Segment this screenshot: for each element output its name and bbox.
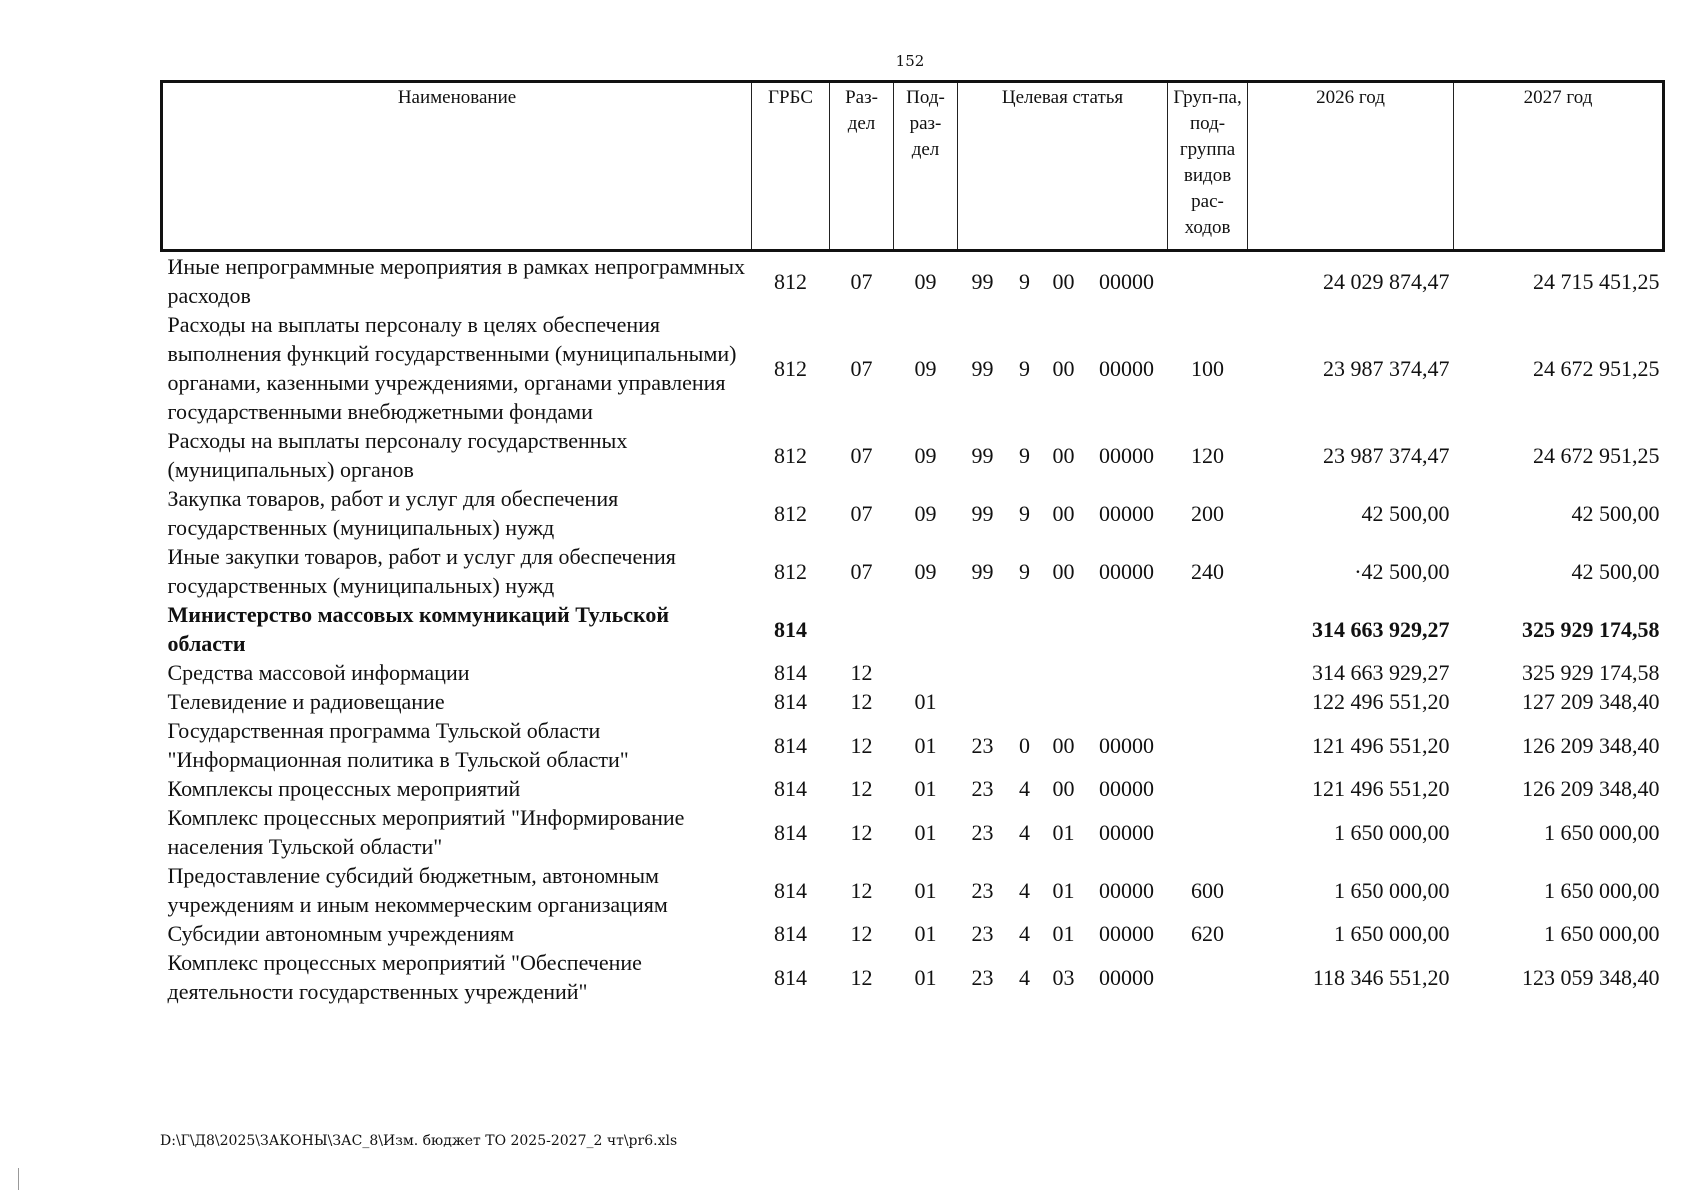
cell-target-3: 00 [1052, 732, 1075, 758]
cell-amount-2027: 42 500,00 [1571, 500, 1660, 526]
cell-razdel: 07 [850, 558, 873, 584]
cell-target-3: 01 [1052, 819, 1075, 845]
cell-amount-2026: 121 496 551,20 [1312, 732, 1450, 758]
cell-name: Министерство массовых коммуникаций Тульской области [167, 602, 670, 656]
cell-podrazdel [894, 600, 958, 658]
cell-amount-2026: 23 987 374,47 [1323, 442, 1450, 468]
cell-razdel: 12 [850, 964, 873, 990]
cell-podrazdel: 01 [914, 877, 937, 903]
cell-podrazdel: 01 [914, 689, 937, 714]
file-path-footer: D:\Г\Д8\2025\ЗАКОНЫ\ЗАС_8\Изм. бюджет ТО 2025-2027_2 чт\pr6.xls [160, 1133, 678, 1149]
table-row [162, 310, 1664, 426]
cell-expense-group [1168, 716, 1248, 774]
cell-grbs: 814 [774, 877, 807, 903]
cell-grbs: 812 [774, 442, 807, 468]
header-year-2027: 2027 год [1454, 82, 1664, 251]
cell-amount-2026: 23 987 374,47 [1323, 355, 1450, 381]
cell-podrazdel: 01 [914, 921, 937, 946]
cell-expense-group: 600 [1191, 877, 1225, 903]
cell-expense-group [1168, 600, 1248, 658]
cell-razdel: 12 [850, 776, 873, 801]
cell-target-1 [958, 600, 1008, 658]
cell-target-1: 99 [971, 268, 994, 294]
cell-target-2 [1008, 687, 1042, 716]
cell-razdel [830, 600, 894, 658]
cell-name: Комплекс процессных мероприятий "Информирование населения Тульской области" [167, 805, 685, 859]
cell-target-1: 99 [971, 558, 994, 584]
cell-target-3: 00 [1052, 500, 1075, 526]
table-row [162, 658, 1664, 687]
header-target-article: Целевая статья [958, 82, 1168, 251]
cell-amount-2026: 42 500,00 [1361, 500, 1450, 526]
table-row [162, 687, 1664, 716]
cell-name: Комплекс процессных мероприятий "Обеспечение деятельности государственных учреждений" [167, 950, 642, 1004]
cell-target-4: 00000 [1099, 355, 1155, 381]
cell-name: Телевидение и радиовещание [167, 689, 445, 714]
cell-expense-group [1168, 774, 1248, 803]
cell-podrazdel: 09 [914, 355, 937, 381]
cell-expense-group [1168, 251, 1248, 311]
cell-razdel: 12 [850, 660, 873, 685]
cell-name: Комплексы процессных мероприятий [167, 776, 521, 801]
cell-target-2: 9 [1019, 558, 1030, 584]
cell-expense-group [1168, 803, 1248, 861]
cell-target-1: 23 [971, 964, 994, 990]
cell-target-1: 23 [971, 776, 994, 801]
cell-amount-2027: 24 672 951,25 [1533, 442, 1660, 468]
cell-grbs: 812 [774, 268, 807, 294]
table-row [162, 803, 1664, 861]
cell-target-4: 00000 [1099, 268, 1155, 294]
table-row [162, 484, 1664, 542]
cell-podrazdel: 09 [914, 500, 937, 526]
cell-amount-2027: 325 929 174,58 [1522, 660, 1660, 685]
cell-target-1: 23 [971, 921, 994, 946]
cell-amount-2027: 123 059 348,40 [1522, 964, 1660, 990]
cell-podrazdel: 09 [914, 442, 937, 468]
cell-amount-2027: 1 650 000,00 [1544, 921, 1660, 946]
cell-target-2: 0 [1019, 732, 1030, 758]
cell-target-4 [1086, 658, 1168, 687]
table-row [162, 251, 1664, 311]
budget-table [160, 80, 1665, 1006]
table-row [162, 600, 1664, 658]
cell-target-2 [1008, 600, 1042, 658]
cell-amount-2026: 24 029 874,47 [1323, 268, 1450, 294]
header-name: Наименование [162, 82, 752, 251]
cell-podrazdel: 01 [914, 819, 937, 845]
scan-edge-mark [18, 1168, 19, 1190]
cell-target-3: 01 [1052, 877, 1075, 903]
cell-podrazdel: 01 [914, 964, 937, 990]
cell-amount-2027: 24 715 451,25 [1533, 268, 1660, 294]
cell-razdel: 07 [850, 355, 873, 381]
cell-expense-group: 120 [1191, 442, 1225, 468]
cell-name: Средства массовой информации [167, 660, 470, 685]
cell-razdel: 12 [850, 877, 873, 903]
cell-target-2: 9 [1019, 500, 1030, 526]
cell-podrazdel: 09 [914, 558, 937, 584]
cell-name: Расходы на выплаты персоналу государственных (муниципальных) органов [167, 428, 628, 482]
cell-target-3: 01 [1052, 921, 1075, 946]
cell-amount-2027: 126 209 348,40 [1522, 732, 1660, 758]
cell-target-4: 00000 [1099, 558, 1155, 584]
cell-amount-2027: 127 209 348,40 [1522, 689, 1660, 714]
cell-grbs: 814 [774, 660, 807, 685]
cell-target-4: 00000 [1099, 500, 1155, 526]
cell-expense-group: 620 [1191, 921, 1225, 946]
cell-grbs: 814 [774, 776, 807, 801]
table-row [162, 948, 1664, 1006]
cell-target-2: 9 [1019, 355, 1030, 381]
cell-expense-group [1168, 948, 1248, 1006]
cell-target-1 [958, 687, 1008, 716]
cell-grbs: 812 [774, 355, 807, 381]
cell-razdel: 12 [850, 732, 873, 758]
cell-amount-2027: 1 650 000,00 [1544, 877, 1660, 903]
cell-expense-group: 100 [1191, 355, 1225, 381]
cell-grbs: 814 [774, 964, 807, 990]
cell-target-1: 23 [971, 732, 994, 758]
cell-target-2: 9 [1019, 268, 1030, 294]
cell-amount-2026: 314 663 929,27 [1312, 616, 1450, 642]
cell-expense-group: 200 [1191, 500, 1225, 526]
cell-target-3: 00 [1052, 776, 1075, 801]
cell-target-4: 00000 [1099, 732, 1155, 758]
cell-razdel: 07 [850, 500, 873, 526]
cell-grbs: 812 [774, 500, 807, 526]
cell-target-4 [1086, 600, 1168, 658]
cell-razdel: 12 [850, 921, 873, 946]
cell-razdel: 12 [850, 689, 873, 714]
cell-target-2: 9 [1019, 442, 1030, 468]
cell-grbs: 814 [774, 819, 807, 845]
cell-grbs: 814 [774, 732, 807, 758]
cell-target-4: 00000 [1099, 964, 1155, 990]
cell-target-2: 4 [1019, 921, 1030, 946]
cell-target-4: 00000 [1099, 921, 1155, 946]
cell-name: Государственная программа Тульской области "Информационная политика в Тульской области" [167, 718, 629, 772]
cell-razdel: 12 [850, 819, 873, 845]
cell-target-3: 00 [1052, 558, 1075, 584]
cell-target-4: 00000 [1099, 819, 1155, 845]
cell-target-1 [958, 658, 1008, 687]
header-grbs: ГРБС [752, 82, 830, 251]
cell-amount-2026: ·42 500,00 [1354, 558, 1450, 584]
table-header [162, 82, 1664, 251]
cell-expense-group [1168, 658, 1248, 687]
cell-name: Закупка товаров, работ и услуг для обеспечения государственных (муниципальных) нужд [167, 486, 619, 540]
cell-target-1: 99 [971, 355, 994, 381]
cell-grbs: 814 [774, 616, 807, 642]
cell-expense-group [1168, 687, 1248, 716]
cell-target-3 [1042, 687, 1086, 716]
table-row [162, 861, 1664, 919]
cell-name: Предоставление субсидий бюджетным, автономным учреждениям и иным некоммерческим организациям [167, 863, 668, 917]
cell-target-2 [1008, 658, 1042, 687]
cell-target-1: 23 [971, 877, 994, 903]
cell-amount-2026: 118 346 551,20 [1312, 964, 1450, 990]
cell-podrazdel: 09 [914, 268, 937, 294]
cell-target-2: 4 [1019, 819, 1030, 845]
cell-target-4 [1086, 687, 1168, 716]
cell-razdel: 07 [850, 268, 873, 294]
cell-amount-2027: 1 650 000,00 [1544, 819, 1660, 845]
header-razdel: Раз-дел [830, 82, 894, 251]
cell-amount-2027: 126 209 348,40 [1522, 776, 1660, 801]
cell-podrazdel: 01 [914, 732, 937, 758]
cell-target-3 [1042, 600, 1086, 658]
table-row [162, 774, 1664, 803]
cell-amount-2026: 121 496 551,20 [1312, 776, 1450, 801]
header-year-2026: 2026 год [1248, 82, 1454, 251]
cell-target-4: 00000 [1099, 776, 1155, 801]
cell-amount-2026: 1 650 000,00 [1334, 921, 1450, 946]
table-row [162, 919, 1664, 948]
cell-target-1: 99 [971, 442, 994, 468]
cell-target-1: 23 [971, 819, 994, 845]
table-row [162, 716, 1664, 774]
cell-amount-2026: 314 663 929,27 [1312, 660, 1450, 685]
cell-target-3 [1042, 658, 1086, 687]
cell-grbs: 814 [774, 689, 807, 714]
cell-podrazdel [894, 658, 958, 687]
cell-amount-2027: 24 672 951,25 [1533, 355, 1660, 381]
cell-target-4: 00000 [1099, 442, 1155, 468]
table-row [162, 426, 1664, 484]
header-expense-group: Груп-па, под-группа видов рас-ходов [1168, 82, 1248, 251]
cell-grbs: 814 [774, 921, 807, 946]
cell-target-2: 4 [1019, 776, 1030, 801]
cell-grbs: 812 [774, 558, 807, 584]
cell-amount-2027: 42 500,00 [1571, 558, 1660, 584]
cell-razdel: 07 [850, 442, 873, 468]
page-number: 152 [895, 52, 925, 70]
cell-target-2: 4 [1019, 877, 1030, 903]
cell-amount-2026: 122 496 551,20 [1312, 689, 1450, 714]
cell-target-3: 03 [1052, 964, 1075, 990]
cell-amount-2027: 325 929 174,58 [1522, 616, 1660, 642]
cell-target-1: 99 [971, 500, 994, 526]
cell-expense-group: 240 [1191, 558, 1225, 584]
cell-name: Иные непрограммные мероприятия в рамках непрограммных расходов [167, 254, 746, 308]
table-row [162, 542, 1664, 600]
cell-target-3: 00 [1052, 355, 1075, 381]
cell-name: Субсидии автономным учреждениям [167, 921, 515, 946]
cell-target-2: 4 [1019, 964, 1030, 990]
table-body [162, 251, 1664, 1007]
cell-name: Иные закупки товаров, работ и услуг для обеспечения государственных (муниципальных) нужд [167, 544, 676, 598]
cell-amount-2026: 1 650 000,00 [1334, 819, 1450, 845]
cell-target-3: 00 [1052, 268, 1075, 294]
cell-target-4: 00000 [1099, 877, 1155, 903]
cell-amount-2026: 1 650 000,00 [1334, 877, 1450, 903]
header-podrazdel: Под-раз-дел [894, 82, 958, 251]
cell-name: Расходы на выплаты персоналу в целях обеспечения выполнения функций государственными (муниципальными) органами, казенными учреждениями, органами управления государственными внебюджетными фондами [167, 312, 737, 424]
cell-target-3: 00 [1052, 442, 1075, 468]
cell-podrazdel: 01 [914, 776, 937, 801]
